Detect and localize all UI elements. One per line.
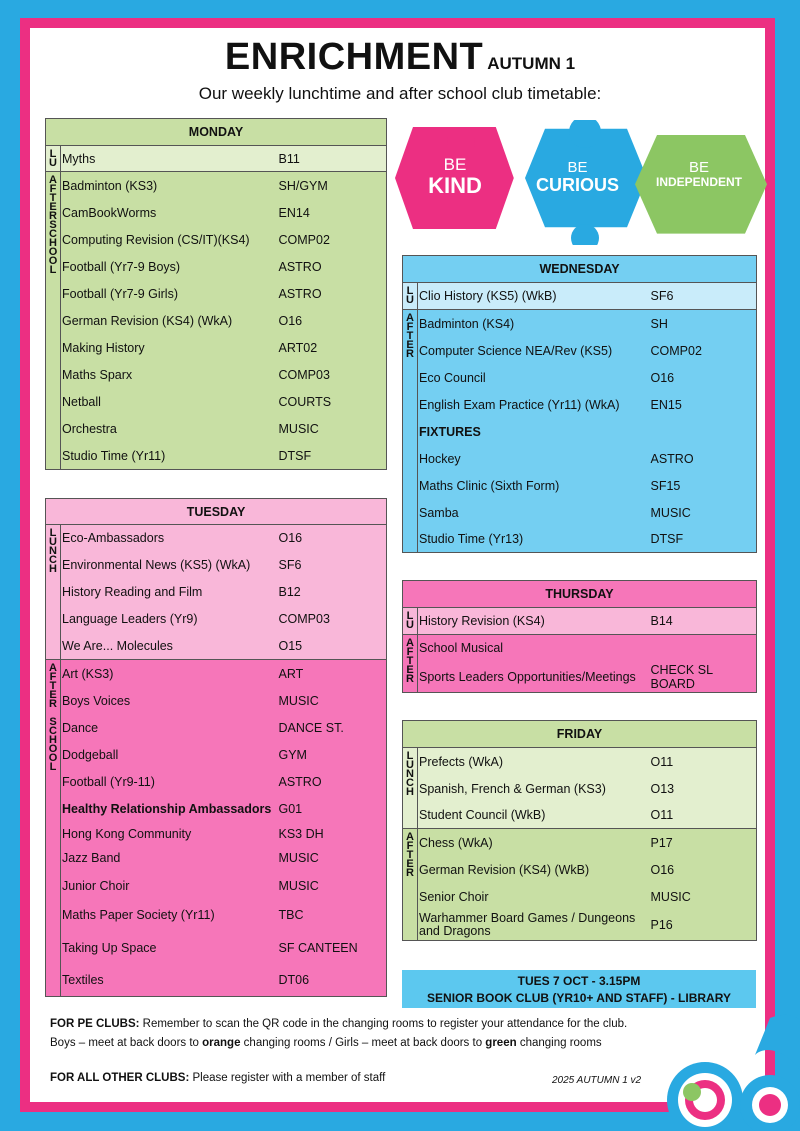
- table-row-activity: School Musical: [418, 635, 648, 662]
- table-row-room: ASTRO: [276, 769, 387, 796]
- table-row-activity: Jazz Band: [62, 851, 121, 865]
- tuesday-table: [45, 498, 387, 997]
- thursday-after-label: AFTER: [403, 635, 418, 693]
- table-row-room: O16: [648, 365, 757, 392]
- book-club-banner: [402, 970, 756, 1008]
- table-row-room: COURTS: [276, 389, 387, 416]
- table-row-room: CHECK SL BOARD: [648, 662, 757, 693]
- wednesday-lunch-label: LU: [403, 283, 418, 310]
- table-row-room: MUSIC: [276, 416, 387, 443]
- wednesday-after-label: AFTER: [403, 310, 418, 553]
- table-row-activity: Senior Choir: [419, 890, 489, 904]
- table-row-activity: Football (Yr7-9 Girls): [62, 287, 178, 301]
- table-row-activity: Computer Science NEA/Rev (KS5): [419, 344, 613, 358]
- table-row-activity: CamBookWorms: [62, 206, 157, 220]
- table-row-activity: Art (KS3): [61, 660, 276, 688]
- table-row-activity: History Revision (KS4): [418, 608, 648, 635]
- title-main: ENRICHMENT: [224, 36, 484, 78]
- table-row-room: KS3 DH: [276, 823, 387, 845]
- table-row-room: MUSIC: [648, 884, 757, 911]
- table-row-room: MUSIC: [276, 845, 387, 872]
- table-row-room: ASTRO: [276, 281, 387, 308]
- table-row-activity: Warhammer Board Games / Dungeons and Dragons: [418, 911, 648, 941]
- table-row-room: EN15: [648, 392, 757, 419]
- table-row-room: COMP03: [276, 606, 387, 633]
- pe-clubs-label: FOR PE CLUBS:: [50, 1018, 140, 1030]
- changing-rooms-text: changing rooms: [516, 1037, 602, 1049]
- badge-kind-line1: BE: [443, 155, 467, 174]
- table-row-activity: Computing Revision (CS/IT)(KS4): [62, 233, 250, 247]
- table-row-activity: Junior Choir: [62, 878, 130, 893]
- table-row-activity: Language Leaders (Yr9): [62, 612, 198, 626]
- school-logo: [660, 1010, 800, 1131]
- table-row-room: DTSF: [276, 443, 387, 470]
- table-row-activity: Spanish, French & German (KS3): [419, 782, 606, 796]
- wednesday-heading: WEDNESDAY: [403, 256, 757, 283]
- table-row-room: O16: [276, 525, 387, 552]
- table-row-room: COMP02: [648, 338, 757, 365]
- version-label: 2025 AUTUMN 1 v2: [552, 1075, 642, 1086]
- table-row-activity: Orchestra: [62, 422, 117, 436]
- table-row-activity: Studio Time (Yr13): [418, 527, 648, 553]
- table-row-room: SF6: [276, 552, 387, 579]
- badge-curious-text: [525, 160, 630, 195]
- pe-clubs-note: [50, 1018, 627, 1030]
- table-row-room: [648, 635, 757, 662]
- table-row-room: MUSIC: [648, 500, 757, 527]
- table-row-activity: Football (Yr9-11): [62, 775, 155, 789]
- friday-table: [402, 720, 757, 941]
- table-row-activity: Hockey: [419, 452, 461, 466]
- table-row-room: B12: [276, 579, 387, 606]
- table-row-room: B11: [276, 146, 387, 172]
- thursday-lunch-label: LU: [403, 608, 418, 635]
- monday-after-label: AFTERSCHOOL: [46, 172, 61, 470]
- wednesday-table: [402, 255, 757, 553]
- table-row-activity: Dodgeball: [62, 748, 119, 762]
- table-row-room: O13: [648, 776, 757, 803]
- table-row-room: O16: [276, 308, 387, 335]
- table-row-activity: Eco Council: [419, 371, 486, 385]
- table-row-activity: Taking Up Space: [62, 940, 157, 955]
- table-row-room: P16: [648, 911, 757, 941]
- table-row-activity: We Are... Molecules: [61, 633, 276, 660]
- green-word: green: [485, 1037, 517, 1049]
- table-row-room: O15: [276, 633, 387, 660]
- badge-independent-text: [640, 160, 758, 188]
- table-row-activity: Myths: [61, 146, 276, 172]
- table-row-room: P17: [648, 829, 757, 857]
- table-row-room: ASTRO: [648, 446, 757, 473]
- boys-text: Boys – meet at back doors to: [50, 1037, 203, 1049]
- other-clubs-note: [50, 1072, 385, 1084]
- banner-date: TUES 7 OCT - 3.15PM: [517, 974, 641, 988]
- girls-text: changing rooms / Girls – meet at back doors to: [240, 1037, 486, 1049]
- table-row-activity: Netball: [62, 395, 101, 409]
- tuesday-heading: TUESDAY: [46, 499, 387, 525]
- banner-event: SENIOR BOOK CLUB (YR10+ AND STAFF) - LIBRARY: [427, 991, 731, 1005]
- table-row-room: DTSF: [648, 527, 757, 553]
- table-row-activity: Clio History (KS5) (WkB): [418, 283, 648, 310]
- table-row-activity: Maths Paper Society (Yr11): [62, 908, 215, 922]
- title-sub: AUTUMN 1: [487, 54, 576, 73]
- friday-after-label: AFTER: [403, 829, 418, 941]
- table-row-activity: German Revision (KS4) (WkA): [62, 314, 233, 328]
- badge-curious-line2: CURIOUS: [535, 174, 619, 195]
- table-row-room: COMP03: [276, 362, 387, 389]
- table-row-activity: Healthy Relationship Ambassadors: [62, 802, 272, 816]
- table-row-activity: Maths Clinic (Sixth Form): [419, 479, 560, 493]
- pe-clubs-text: Remember to scan the QR code in the changing rooms to register your attendance for the club.: [139, 1018, 628, 1030]
- table-row-activity: Student Council (WkB): [418, 803, 648, 829]
- table-row-activity: Samba: [419, 506, 459, 520]
- table-row-room: B14: [648, 608, 757, 635]
- table-row-activity: Making History: [62, 341, 145, 355]
- table-row-room: O16: [648, 857, 757, 884]
- table-row-activity: Maths Sparx: [62, 368, 133, 382]
- table-row-activity: German Revision (KS4) (WkB): [419, 863, 590, 877]
- table-row-room: GYM: [276, 742, 387, 769]
- table-row-activity: Textiles: [61, 965, 276, 997]
- fixtures-subheading: FIXTURES: [419, 425, 481, 439]
- friday-lunch-label: LUNCH: [403, 748, 418, 829]
- monday-heading: MONDAY: [46, 119, 387, 146]
- table-row-room: ART: [276, 660, 387, 688]
- table-row-room: SH/GYM: [276, 172, 387, 200]
- table-row-room: ASTRO: [276, 254, 387, 281]
- table-row-activity: Prefects (WkA): [418, 748, 648, 776]
- table-row-activity: Boys Voices: [62, 694, 131, 708]
- table-row-activity: Eco-Ambassadors: [61, 525, 276, 552]
- table-row-room: G01: [276, 796, 387, 823]
- table-row-room: DANCE ST.: [276, 715, 387, 742]
- table-row-activity: Chess (WkA): [418, 829, 648, 857]
- tuesday-after-label: AFTER SCHOOL: [46, 660, 61, 997]
- page-subtitle: Our weekly lunchtime and after school club timetable:: [198, 84, 602, 103]
- monday-lunch-label: LU: [46, 146, 61, 172]
- badge-curious-line1: BE: [567, 159, 588, 176]
- table-row-activity: Environmental News (KS5) (WkA): [62, 558, 251, 572]
- badge-independent-line2: INDEPENDENT: [655, 174, 742, 189]
- table-row-room: O11: [648, 803, 757, 829]
- table-row-room: DT06: [276, 965, 387, 997]
- table-row-room: SF CANTEEN: [276, 931, 387, 965]
- table-row-room: ART02: [276, 335, 387, 362]
- page-title: [0, 36, 800, 79]
- table-row-room: TBC: [276, 900, 387, 931]
- table-row-activity: Dance: [62, 721, 99, 735]
- friday-heading: FRIDAY: [403, 721, 757, 748]
- table-row-room: MUSIC: [276, 688, 387, 715]
- badge-kind-line2: KIND: [428, 172, 482, 198]
- table-row-activity: English Exam Practice (Yr11) (WkA): [419, 398, 620, 412]
- badge-independent-line1: BE: [688, 159, 709, 176]
- thursday-heading: THURSDAY: [403, 581, 757, 608]
- tuesday-lunch-label: LUNCH: [46, 525, 61, 660]
- table-row-room: COMP02: [276, 227, 387, 254]
- table-row-activity: Sports Leaders Opportunities/Meetings: [418, 662, 648, 693]
- other-clubs-text: Please register with a member of staff: [189, 1072, 386, 1084]
- table-row-activity: Studio Time (Yr11): [61, 443, 276, 470]
- table-row-room: [648, 419, 757, 446]
- table-row-room: SF6: [648, 283, 757, 310]
- table-row-room: SF15: [648, 473, 757, 500]
- table-row-activity: Badminton (KS3): [61, 172, 276, 200]
- thursday-table: [402, 580, 757, 693]
- monday-table: [45, 118, 387, 470]
- table-row-activity: Badminton (KS4): [418, 310, 648, 338]
- table-row-room: O11: [648, 748, 757, 776]
- table-row-room: MUSIC: [276, 872, 387, 900]
- orange-word: orange: [202, 1037, 241, 1049]
- table-row-activity: Hong Kong Community: [62, 826, 192, 841]
- badge-kind-text: [405, 156, 505, 197]
- table-row-room: EN14: [276, 200, 387, 227]
- table-row-activity: History Reading and Film: [62, 585, 203, 599]
- changing-rooms-note: [50, 1037, 602, 1049]
- table-row-room: SH: [648, 310, 757, 338]
- other-clubs-label: FOR ALL OTHER CLUBS:: [50, 1072, 190, 1084]
- table-row-activity: Football (Yr7-9 Boys): [62, 260, 181, 274]
